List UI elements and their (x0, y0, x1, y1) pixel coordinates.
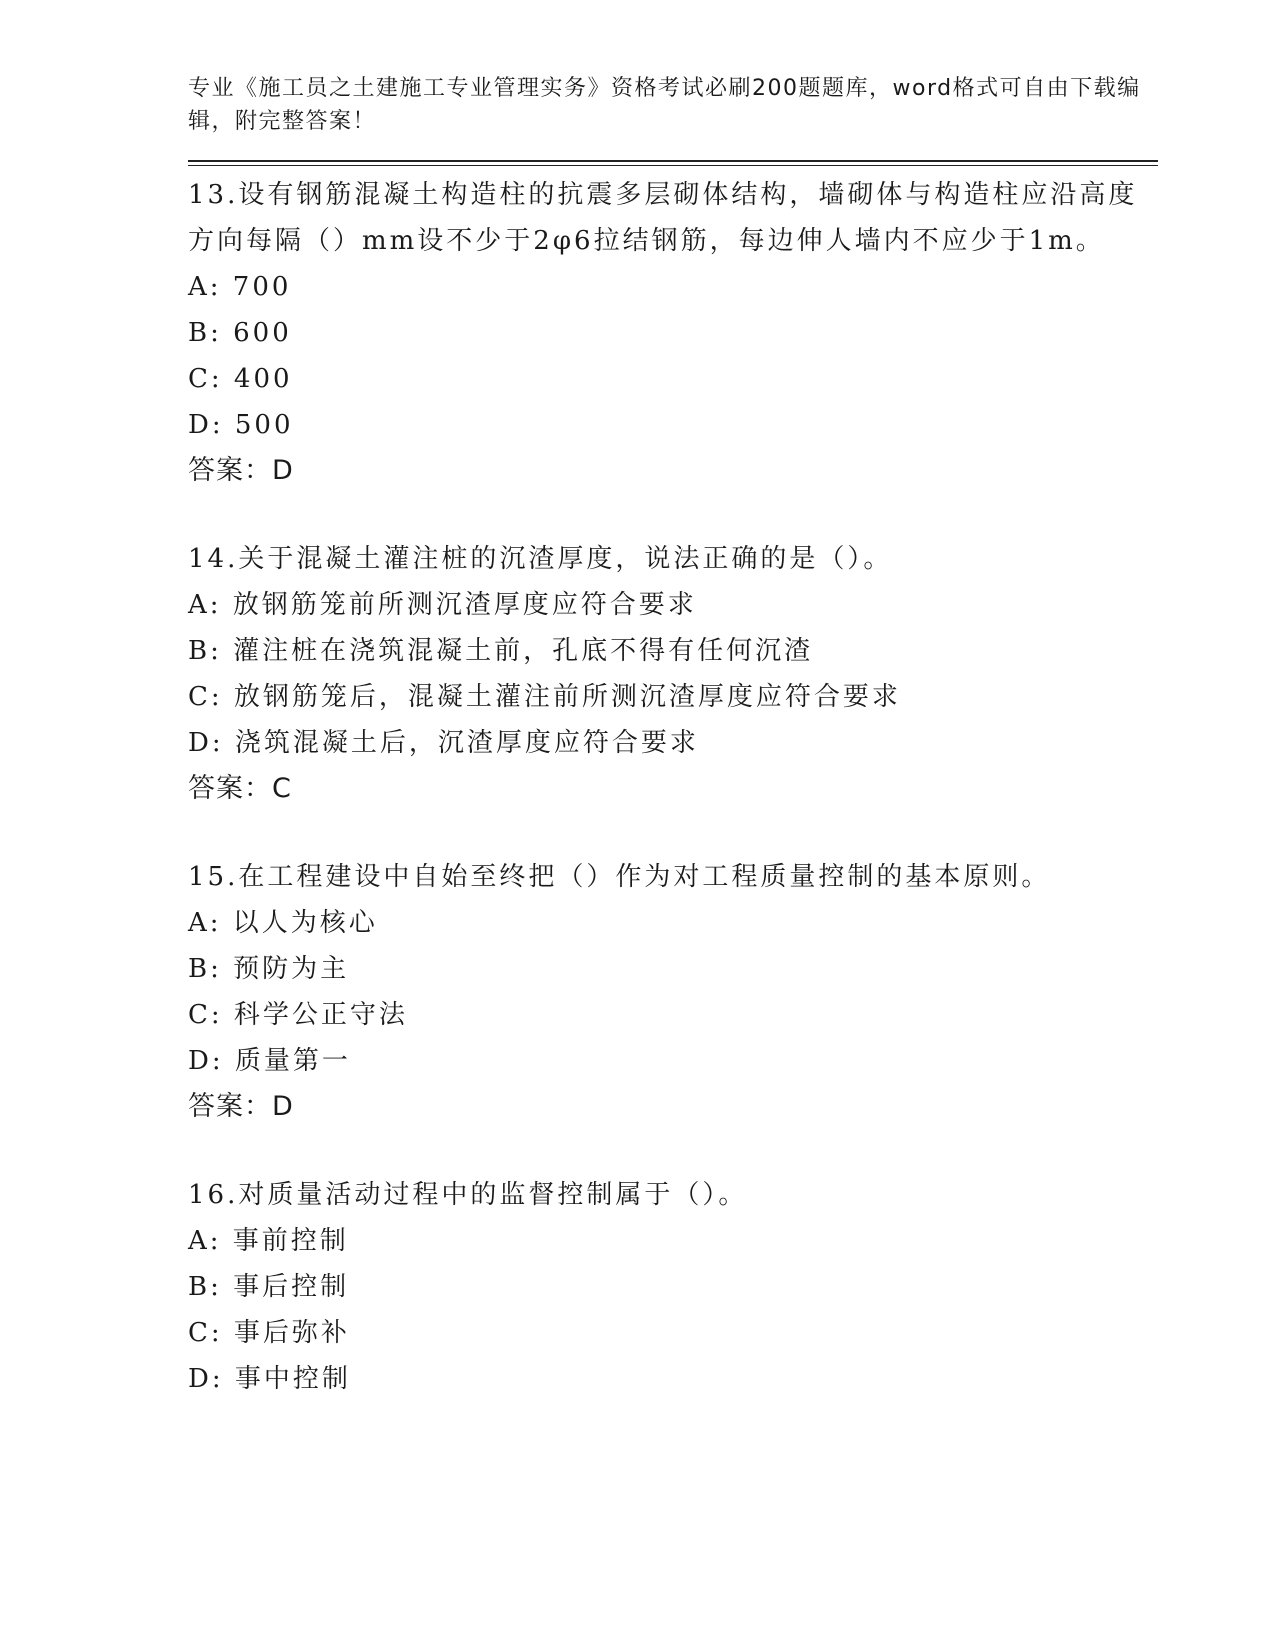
question-stem: 13.设有钢筋混凝土构造柱的抗震多层砌体结构，墙砌体与构造柱应沿高度方向每隔（）mm设不少于2φ6拉结钢筋，每边伸人墙内不应少于1m。 (188, 180, 1138, 256)
option-d: D: 500 (188, 410, 294, 440)
option-b: B: 灌注桩在浇筑混凝土前，孔底不得有任何沉渣 (188, 636, 814, 666)
header-divider (188, 160, 1158, 166)
option-d: D: 质量第一 (188, 1046, 351, 1076)
option-a: A: 以人为核心 (188, 908, 378, 938)
option-a: A: 事前控制 (188, 1226, 349, 1256)
question-list (188, 172, 1158, 1402)
question-13 (188, 172, 1158, 494)
page-content (188, 72, 1158, 1444)
question-14 (188, 536, 1158, 812)
answer-label: 答案：C (188, 773, 292, 804)
option-d: D: 事中控制 (188, 1364, 351, 1394)
option-c: C: 事后弥补 (188, 1318, 350, 1348)
answer-label: 答案：D (188, 1091, 294, 1122)
option-b: B: 预防为主 (188, 954, 350, 984)
document-header: 专业《施工员之土建施工专业管理实务》资格考试必刷200题题库，word格式可自由下载编辑，附完整答案！ (188, 76, 1141, 134)
option-d: D: 浇筑混凝土后，沉渣厚度应符合要求 (188, 728, 699, 758)
question-stem: 14.关于混凝土灌注桩的沉渣厚度，说法正确的是（）。 (188, 544, 893, 574)
option-b: B: 事后控制 (188, 1272, 350, 1302)
option-a: A: 700 (188, 272, 292, 302)
option-a: A: 放钢筋笼前所测沉渣厚度应符合要求 (188, 590, 697, 620)
option-c: C: 科学公正守法 (188, 1000, 408, 1030)
option-b: B: 600 (188, 318, 292, 348)
option-c: C: 放钢筋笼后，混凝土灌注前所测沉渣厚度应符合要求 (188, 682, 901, 712)
option-c: C: 400 (188, 364, 293, 394)
answer-label: 答案：D (188, 455, 294, 486)
question-stem: 15.在工程建设中自始至终把（）作为对工程质量控制的基本原则。 (188, 862, 1051, 892)
question-15 (188, 854, 1158, 1130)
question-stem: 16.对质量活动过程中的监督控制属于（）。 (188, 1180, 748, 1210)
question-16 (188, 1172, 1158, 1402)
